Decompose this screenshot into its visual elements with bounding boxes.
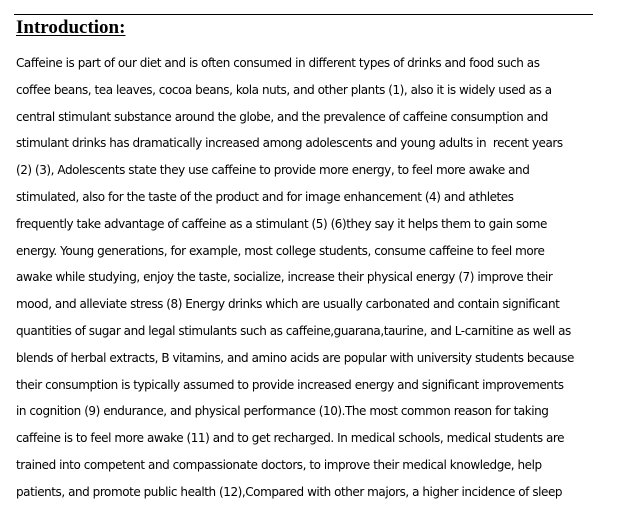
paragraph-line: awake while studying, enjoy the taste, socialize, increase their physical energy (7) improve their xyxy=(16,270,553,285)
paragraph-line: Caffeine is part of our diet and is often consumed in different types of drinks and food such as xyxy=(16,56,540,70)
paragraph-line: energy. Young generations, for example, most college students, consume caffeine to feel more xyxy=(16,243,545,258)
body-paragraph xyxy=(16,50,616,506)
paragraph-line: quantities of sugar and legal stimulants such as caffeine,guarana,taurine, and L-carnitine as well as xyxy=(16,323,571,338)
paragraph-line: trained into competent and compassionate doctors, to improve their medical knowledge, help xyxy=(16,457,542,472)
paragraph-line: mood, and alleviate stress (8) Energy drinks which are usually carbonated and contain significant xyxy=(16,297,560,312)
paragraph-line: patients, and promote public health (12),Compared with other majors, a higher incidence of sleep xyxy=(16,484,563,499)
section-heading: Introduction: xyxy=(16,17,126,38)
paragraph-line: coffee beans, tea leaves, cocoa beans, kola nuts, and other plants (1), also it is widely used as a xyxy=(16,82,552,97)
paragraph-line: (2) (3), Adolescents state they use caffeine to provide more energy, to feel more awake and xyxy=(16,163,530,178)
paragraph-line: stimulant drinks has dramatically increased among adolescents and young adults in recent years xyxy=(16,136,563,151)
paragraph-line: their consumption is typically assumed to provide increased energy and significant improvements xyxy=(16,377,564,392)
paragraph-line: in cognition (9) endurance, and physical performance (10).The most common reason for taking xyxy=(16,404,549,419)
paragraph-line: stimulated, also for the taste of the product and for image enhancement (4) and athletes xyxy=(16,189,514,204)
paragraph-line: central stimulant substance around the globe, and the prevalence of caffeine consumption and xyxy=(16,109,548,124)
paragraph-line: frequently take advantage of caffeine as a stimulant (5) (6)they say it helps them to gain some xyxy=(16,216,547,231)
paragraph-line: blends of herbal extracts, B vitamins, and amino acids are popular with university students because xyxy=(16,350,574,365)
paragraph-line: caffeine is to feel more awake (11) and to get recharged. In medical schools, medical students are xyxy=(16,431,565,446)
